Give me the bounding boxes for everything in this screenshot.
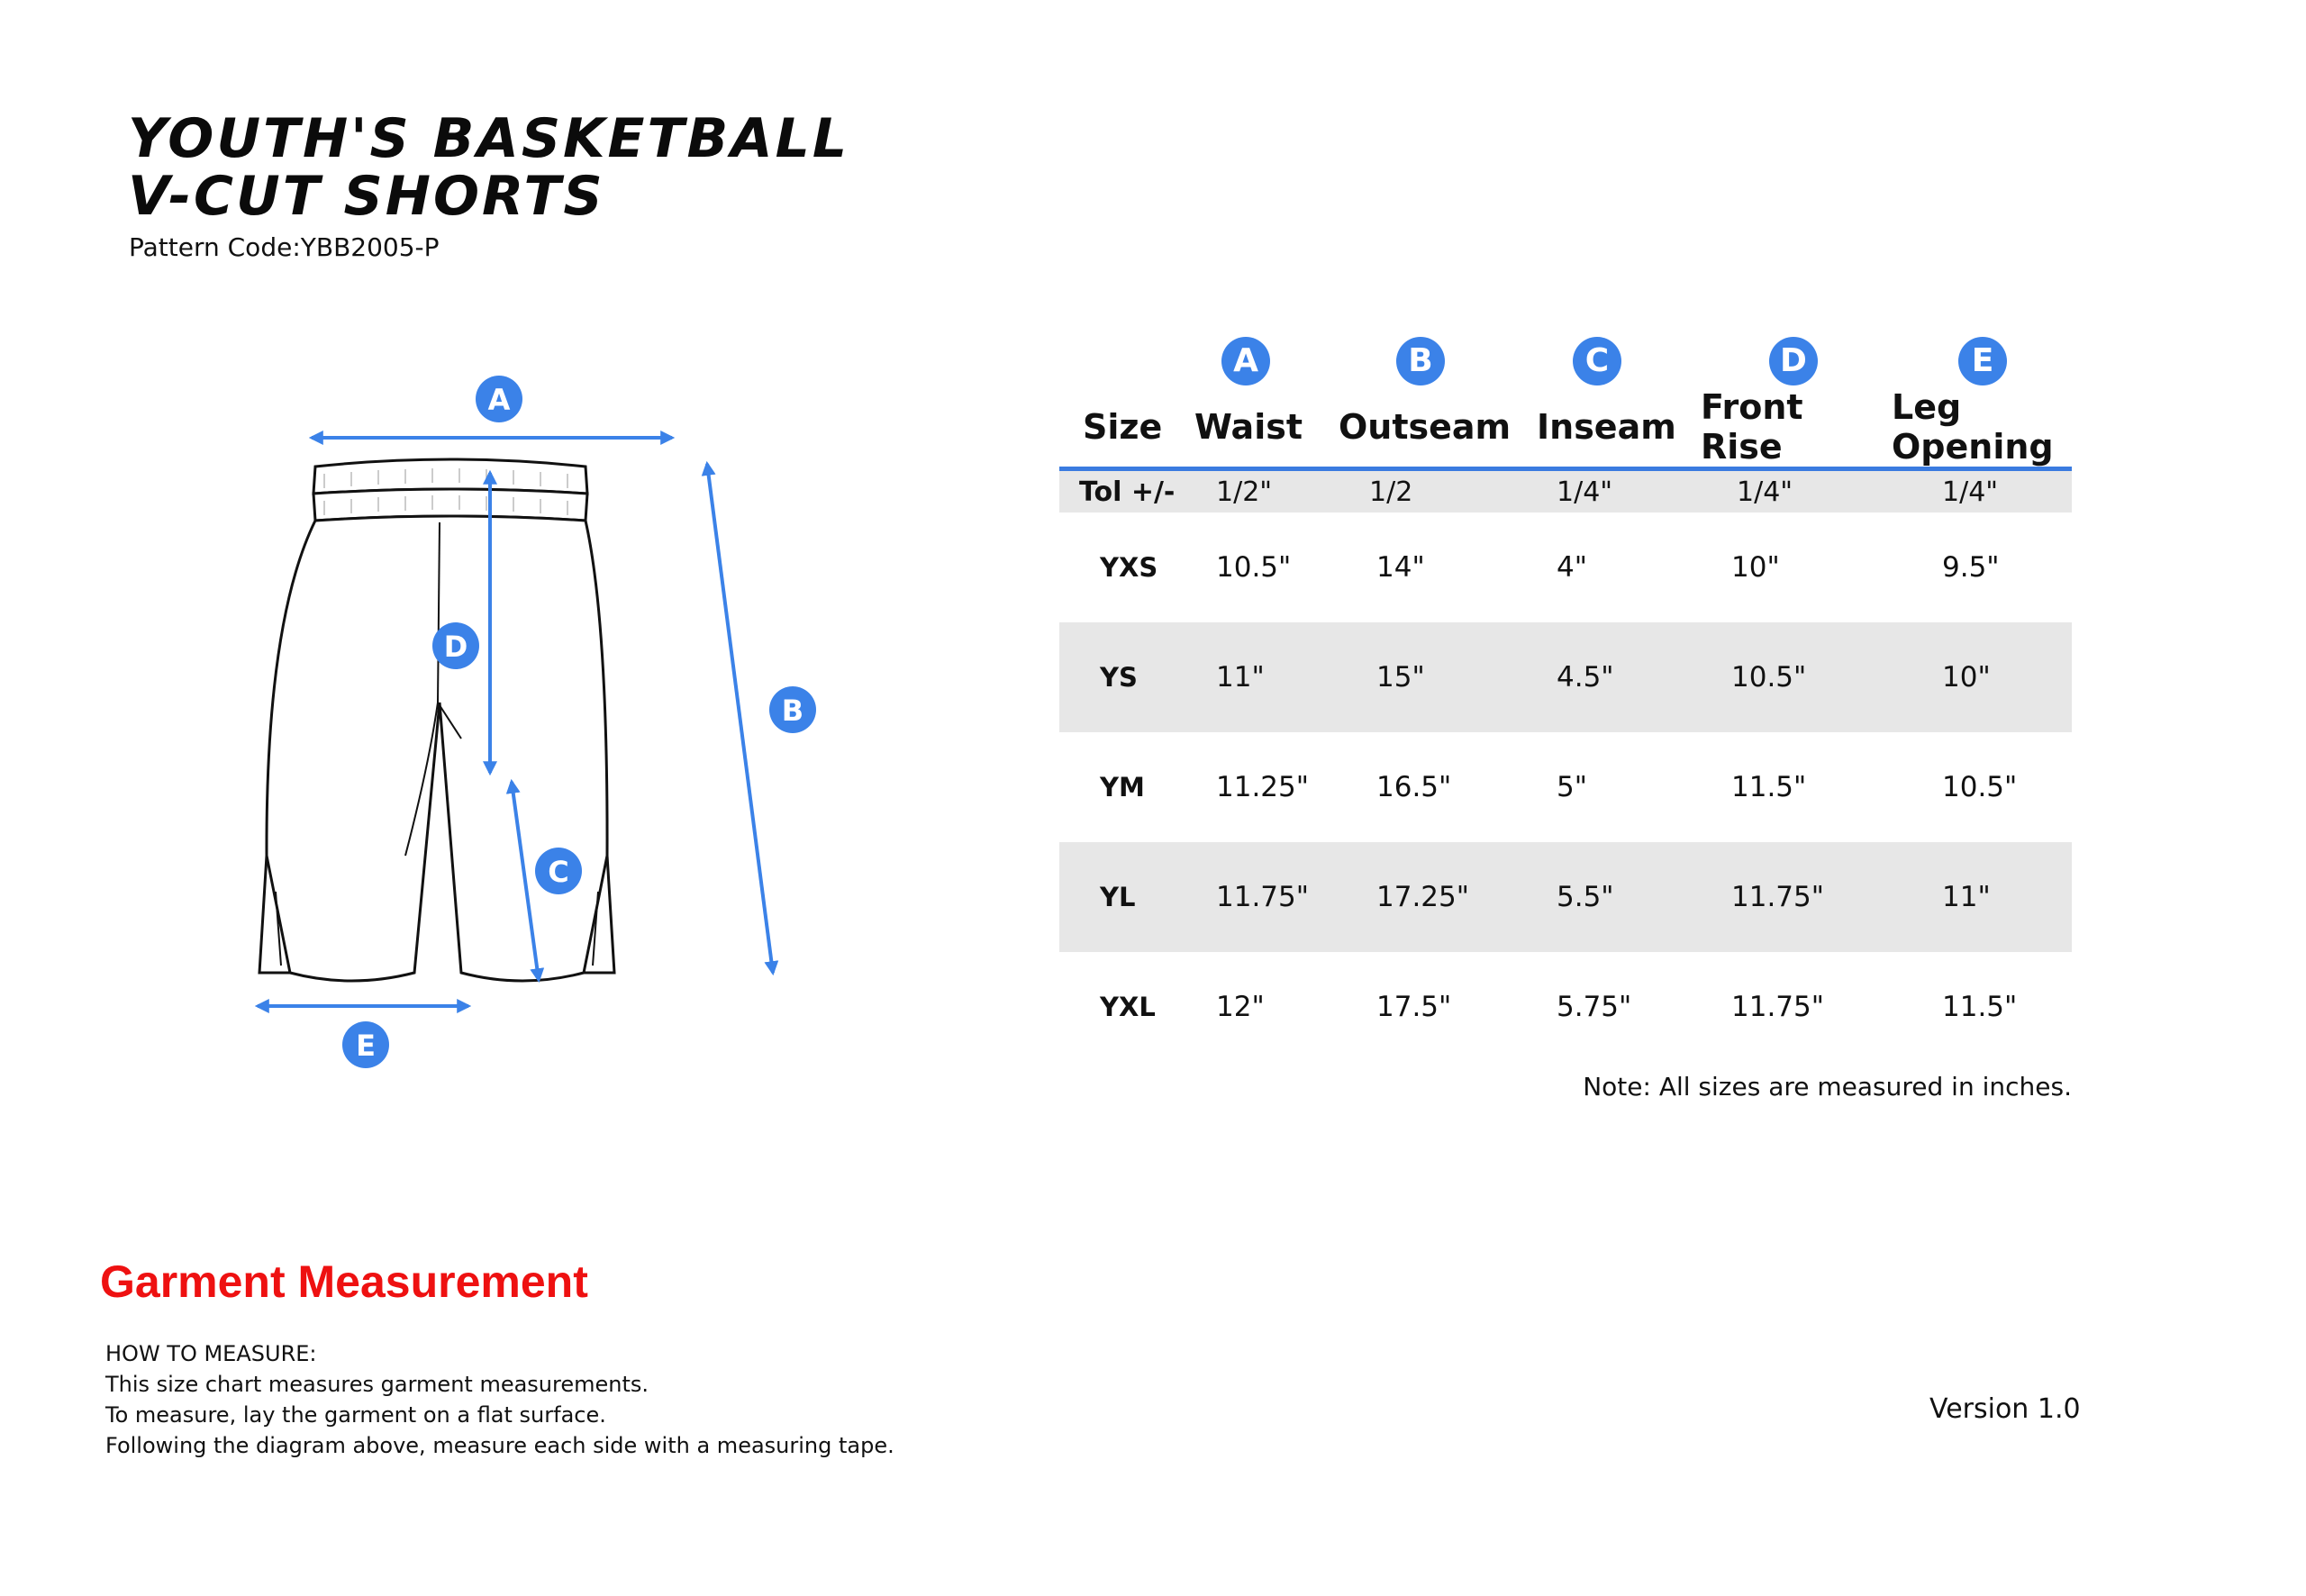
tolerance-row [1059,469,2072,513]
badge-d: D [1769,337,1818,385]
tolerance-cell: 1/4" [1892,469,2072,513]
value-cell: 14" [1376,551,1425,584]
tolerance-label: Tol +/- [1059,469,1194,513]
value-cell: 10.5" [1942,771,2018,803]
table-row [1059,732,2072,842]
label-d: D [443,630,468,664]
tolerance-cell: 1/2 [1339,469,1521,513]
value-cell: 17.25" [1339,842,1521,952]
version-label: Version 1.0 [1929,1393,2081,1425]
label-e: E [356,1029,376,1063]
value-cell: 10" [1731,551,1780,584]
how-to-measure [105,1338,894,1461]
size-cell: YXL [1100,992,1156,1022]
tolerance-cell: 1/2" [1194,469,1339,513]
badge-b: B [1396,337,1445,385]
label-a: A [487,383,511,417]
table-row [1059,842,2072,952]
size-cell: YS [1059,622,1194,732]
badge-c: C [1573,337,1621,385]
value-cell: 10.5" [1216,551,1292,584]
badge-row [1059,335,2072,387]
label-c: C [548,855,569,889]
measure-b-arrow [707,464,773,973]
how-to-line: This size chart measures garment measurements. [105,1372,649,1397]
value-cell: 11.75" [1194,842,1339,952]
value-cell: 12" [1216,991,1265,1023]
badge-a: A [1221,337,1270,385]
badge-e: E [1958,337,2007,385]
value-cell: 5" [1557,771,1587,803]
value-cell: 15" [1339,622,1521,732]
header-size: Size [1059,387,1194,469]
title-line-2: V-CUT SHORTS [128,165,605,228]
value-cell: 11.75" [1701,842,1892,952]
header-outseam: Outseam [1339,387,1521,469]
table-row [1059,622,2072,732]
header-inseam: Inseam [1521,387,1701,469]
value-cell: 10.5" [1701,622,1892,732]
value-cell: 11.5" [1942,991,2018,1023]
shorts-outline [259,459,614,981]
tolerance-cell: 1/4" [1701,469,1892,513]
how-to-line: Following the diagram above, measure each side with a measuring tape. [105,1433,894,1458]
size-table [1059,335,2072,1062]
section-title: Garment Measurement [100,1256,588,1307]
value-cell: 11.75" [1731,991,1825,1023]
size-cell: YM [1100,772,1145,803]
units-note: Note: All sizes are measured in inches. [1583,1072,2072,1102]
value-cell: 10" [1892,622,2072,732]
value-cell: 16.5" [1376,771,1452,803]
header-front-rise: Front Rise [1701,387,1892,469]
value-cell: 4.5" [1521,622,1701,732]
label-b: B [781,694,804,728]
value-cell: 11.5" [1731,771,1807,803]
pattern-code: Pattern Code:YBB2005-P [129,232,440,262]
size-chart [1059,335,2072,1062]
table-row [1059,512,2072,622]
value-cell: 11.25" [1216,771,1310,803]
shorts-diagram [225,351,856,1090]
value-cell: 11" [1892,842,2072,952]
header-row [1059,387,2072,469]
value-cell: 17.5" [1376,991,1452,1023]
page-title [128,107,850,228]
how-to-heading: HOW TO MEASURE: [105,1341,317,1366]
value-cell: 4" [1557,551,1587,584]
header-waist: Waist [1194,387,1339,469]
size-cell: YL [1059,842,1194,952]
header-leg-opening: Leg Opening [1892,387,2072,469]
value-cell: 5.75" [1557,991,1632,1023]
tolerance-cell: 1/4" [1521,469,1701,513]
title-line-1: YOUTH'S BASKETBALL [128,107,850,170]
value-cell: 9.5" [1942,551,2000,584]
table-row [1059,952,2072,1062]
value-cell: 5.5" [1521,842,1701,952]
how-to-line: To measure, lay the garment on a flat surface. [105,1402,606,1428]
value-cell: 11" [1194,622,1339,732]
size-cell: YXS [1100,552,1158,583]
